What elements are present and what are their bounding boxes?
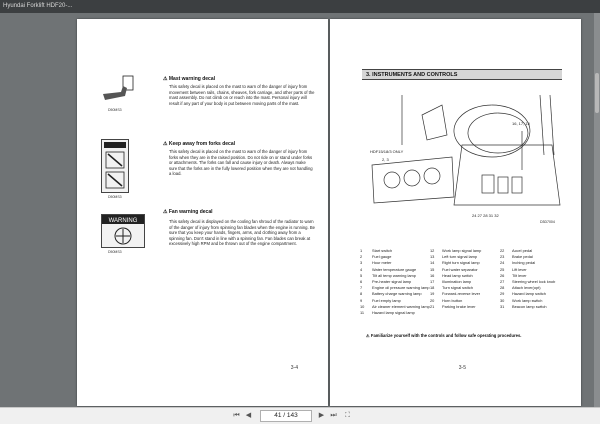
legend-number: 2 [360,254,363,260]
legend-number: 3 [360,260,363,266]
legend-number: 13 [430,254,435,260]
legend-label: Hazard lamp switch [512,291,546,297]
legend-label: Beacon lamp switch [512,303,547,309]
legend-number: 21 [430,303,435,309]
scrollbar-thumb[interactable] [595,73,599,113]
legend-label: Inching pedal [512,260,536,266]
decal-section-mast [83,64,323,119]
legend-number: 20 [430,297,435,303]
window-titlebar [0,0,600,13]
safety-note: ⚠ Familiarize yourself with the controls and follow safe operating procedures. [366,333,522,338]
legend-label: Water temperature gauge [372,266,417,272]
legend-number: 4 [360,266,363,272]
legend-label: Parking brake lever [442,303,476,309]
page-indicator-input[interactable]: 41 / 143 [260,410,312,422]
legend-label: Left turn signal lamp [442,254,478,260]
warning-label: WARNING [108,218,138,224]
legend-label: Work lamp switch [512,297,543,303]
legend-number: 28 [500,285,505,291]
decal-code: D50MS3 [108,195,122,199]
instrument-panel-diagram [362,85,562,225]
legend-label: Work lamp signal lamp [442,248,482,253]
decal-code: D50MS3 [108,108,122,112]
legend-number: 14 [430,260,435,266]
legend-number: 27 [500,279,505,284]
legend-number: 17 [430,279,435,284]
document-page-left [77,19,328,406]
legend-number: 9 [360,297,363,303]
legend-label: Hazard lamp signal lamp [372,310,415,315]
legend-number: 12 [430,248,435,253]
next-page-icon[interactable]: ▶ [318,412,325,419]
legend-label: Turn signal switch [442,285,473,291]
legend-label: Fuel gauge [372,254,392,260]
legend-number: 16 [430,272,435,278]
window-title: Hyundai Forklift HDF20-... [3,3,73,9]
legend-label: Accel pedal [512,248,533,253]
page-number: 3-5 [458,365,466,371]
legend-label: Fuel empty lamp [372,297,401,303]
legend-number: 23 [500,254,505,260]
legend-number: 15 [430,266,435,272]
viewer-toolbar [0,407,600,424]
legend-number: 22 [500,248,505,253]
legend-label: Fuel water separator [442,266,478,272]
legend-label: Tilt all temp warning lamp [372,272,416,278]
decal-body: This safety decal is placed on the mast to warn of the danger of injury from forks when they are in the raised position. Do not ride on or stand under forks or attachments. The forks can fall and cause injury or death. Always make sure that the forks are in the fully lowered position when they are not handling a load. [169,149,313,177]
decal-body: This safety decal is displayed on the cooling fan shroud of the radiator to warn of the danger of injury from spinning fan blades when the engine is running. Be sure that you keep your hands, fingers, arms, and clothing away from a spinning fan. Don't stand in line with a spinning fan. Fan blades can break at excessively high RPM and be thrown out of the engine compartment. [169,219,315,247]
diagram-label-hdf: HDF15/18/3 ONLY [370,149,404,154]
document-page-right [330,19,581,406]
diagram-code: D3D7004 [540,220,555,224]
page-number: 3-4 [290,365,298,371]
mast-warning-icon [101,74,135,106]
decal-section-fan [83,204,323,279]
legend-label: Pre-heater signal lamp [372,279,412,284]
legend-number: 10 [360,303,365,309]
decal-title: ⚠ Fan warning decal [163,209,213,215]
diagram-callout-top: 16, 17, 15 [512,121,530,126]
legend-number: 7 [360,285,363,291]
legend-number: 5 [360,272,363,278]
legend-label: Horn button [442,297,463,303]
keep-away-forks-icon [101,139,129,193]
legend-label: Air cleaner element warning lamp [372,303,430,309]
vertical-scrollbar[interactable] [594,13,600,407]
legend-number: 11 [360,310,365,315]
document-viewport[interactable] [0,13,600,407]
legend-label: Brake pedal [512,254,533,260]
legend-label: Forward-reverse lever [442,291,481,297]
legend-number: 1 [360,248,363,253]
legend-label: Attach lever(opt) [512,285,541,291]
prev-page-icon[interactable]: ◀ [245,412,252,419]
legend-label: Engine oil pressure warning lamp [372,285,430,291]
legend-label: Tilt lever [512,272,527,278]
fullscreen-icon[interactable]: ⛶ [345,412,350,419]
legend-label: Start switch [372,248,393,253]
legend-number: 19 [430,291,435,297]
legend-label: Lift lever [512,266,527,272]
legend-number: 8 [360,291,363,297]
fan-warning-icon [101,214,145,248]
legend-number: 18 [430,285,435,291]
decal-section-forks [83,129,323,199]
section-title: 3. INSTRUMENTS AND CONTROLS [362,69,562,80]
first-page-icon[interactable]: ⏮ [233,412,240,419]
decal-code: D50MS3 [108,250,122,254]
legend-label: Hour meter [372,260,392,266]
legend-number: 31 [500,303,505,309]
decal-title: ⚠ Keep away from forks decal [163,141,236,147]
legend-label: Battery charge warning lamp [372,291,422,297]
legend-number: 24 [500,260,505,266]
legend-number: 29 [500,291,505,297]
legend-label: Right turn signal lamp [442,260,480,266]
legend-label: Head lamp switch [442,272,473,278]
legend-label: Steering wheel lock knob [512,279,556,284]
legend-number: 25 [500,266,505,272]
legend-number: 30 [500,297,505,303]
last-page-icon[interactable]: ⏭ [330,412,337,419]
decal-title: ⚠ Mast warning decal [163,76,215,82]
diagram-callout-bottom: 24 27 28 31 32 [472,213,499,218]
legend-number: 6 [360,279,363,284]
legend-label: Illumination lamp [442,279,472,284]
diagram-callout-left: 2, 3 [382,157,389,162]
decal-body: This safety decal is placed on the mast to warn of the danger of injury from movement between rails, chains, sheaves, fork carriage, and other parts of the mast assembly. Do not climb on or reach into the mast. Personal injury will result if any part of your body is put between moving parts of the mast. [169,84,315,106]
legend-number: 26 [500,272,505,278]
